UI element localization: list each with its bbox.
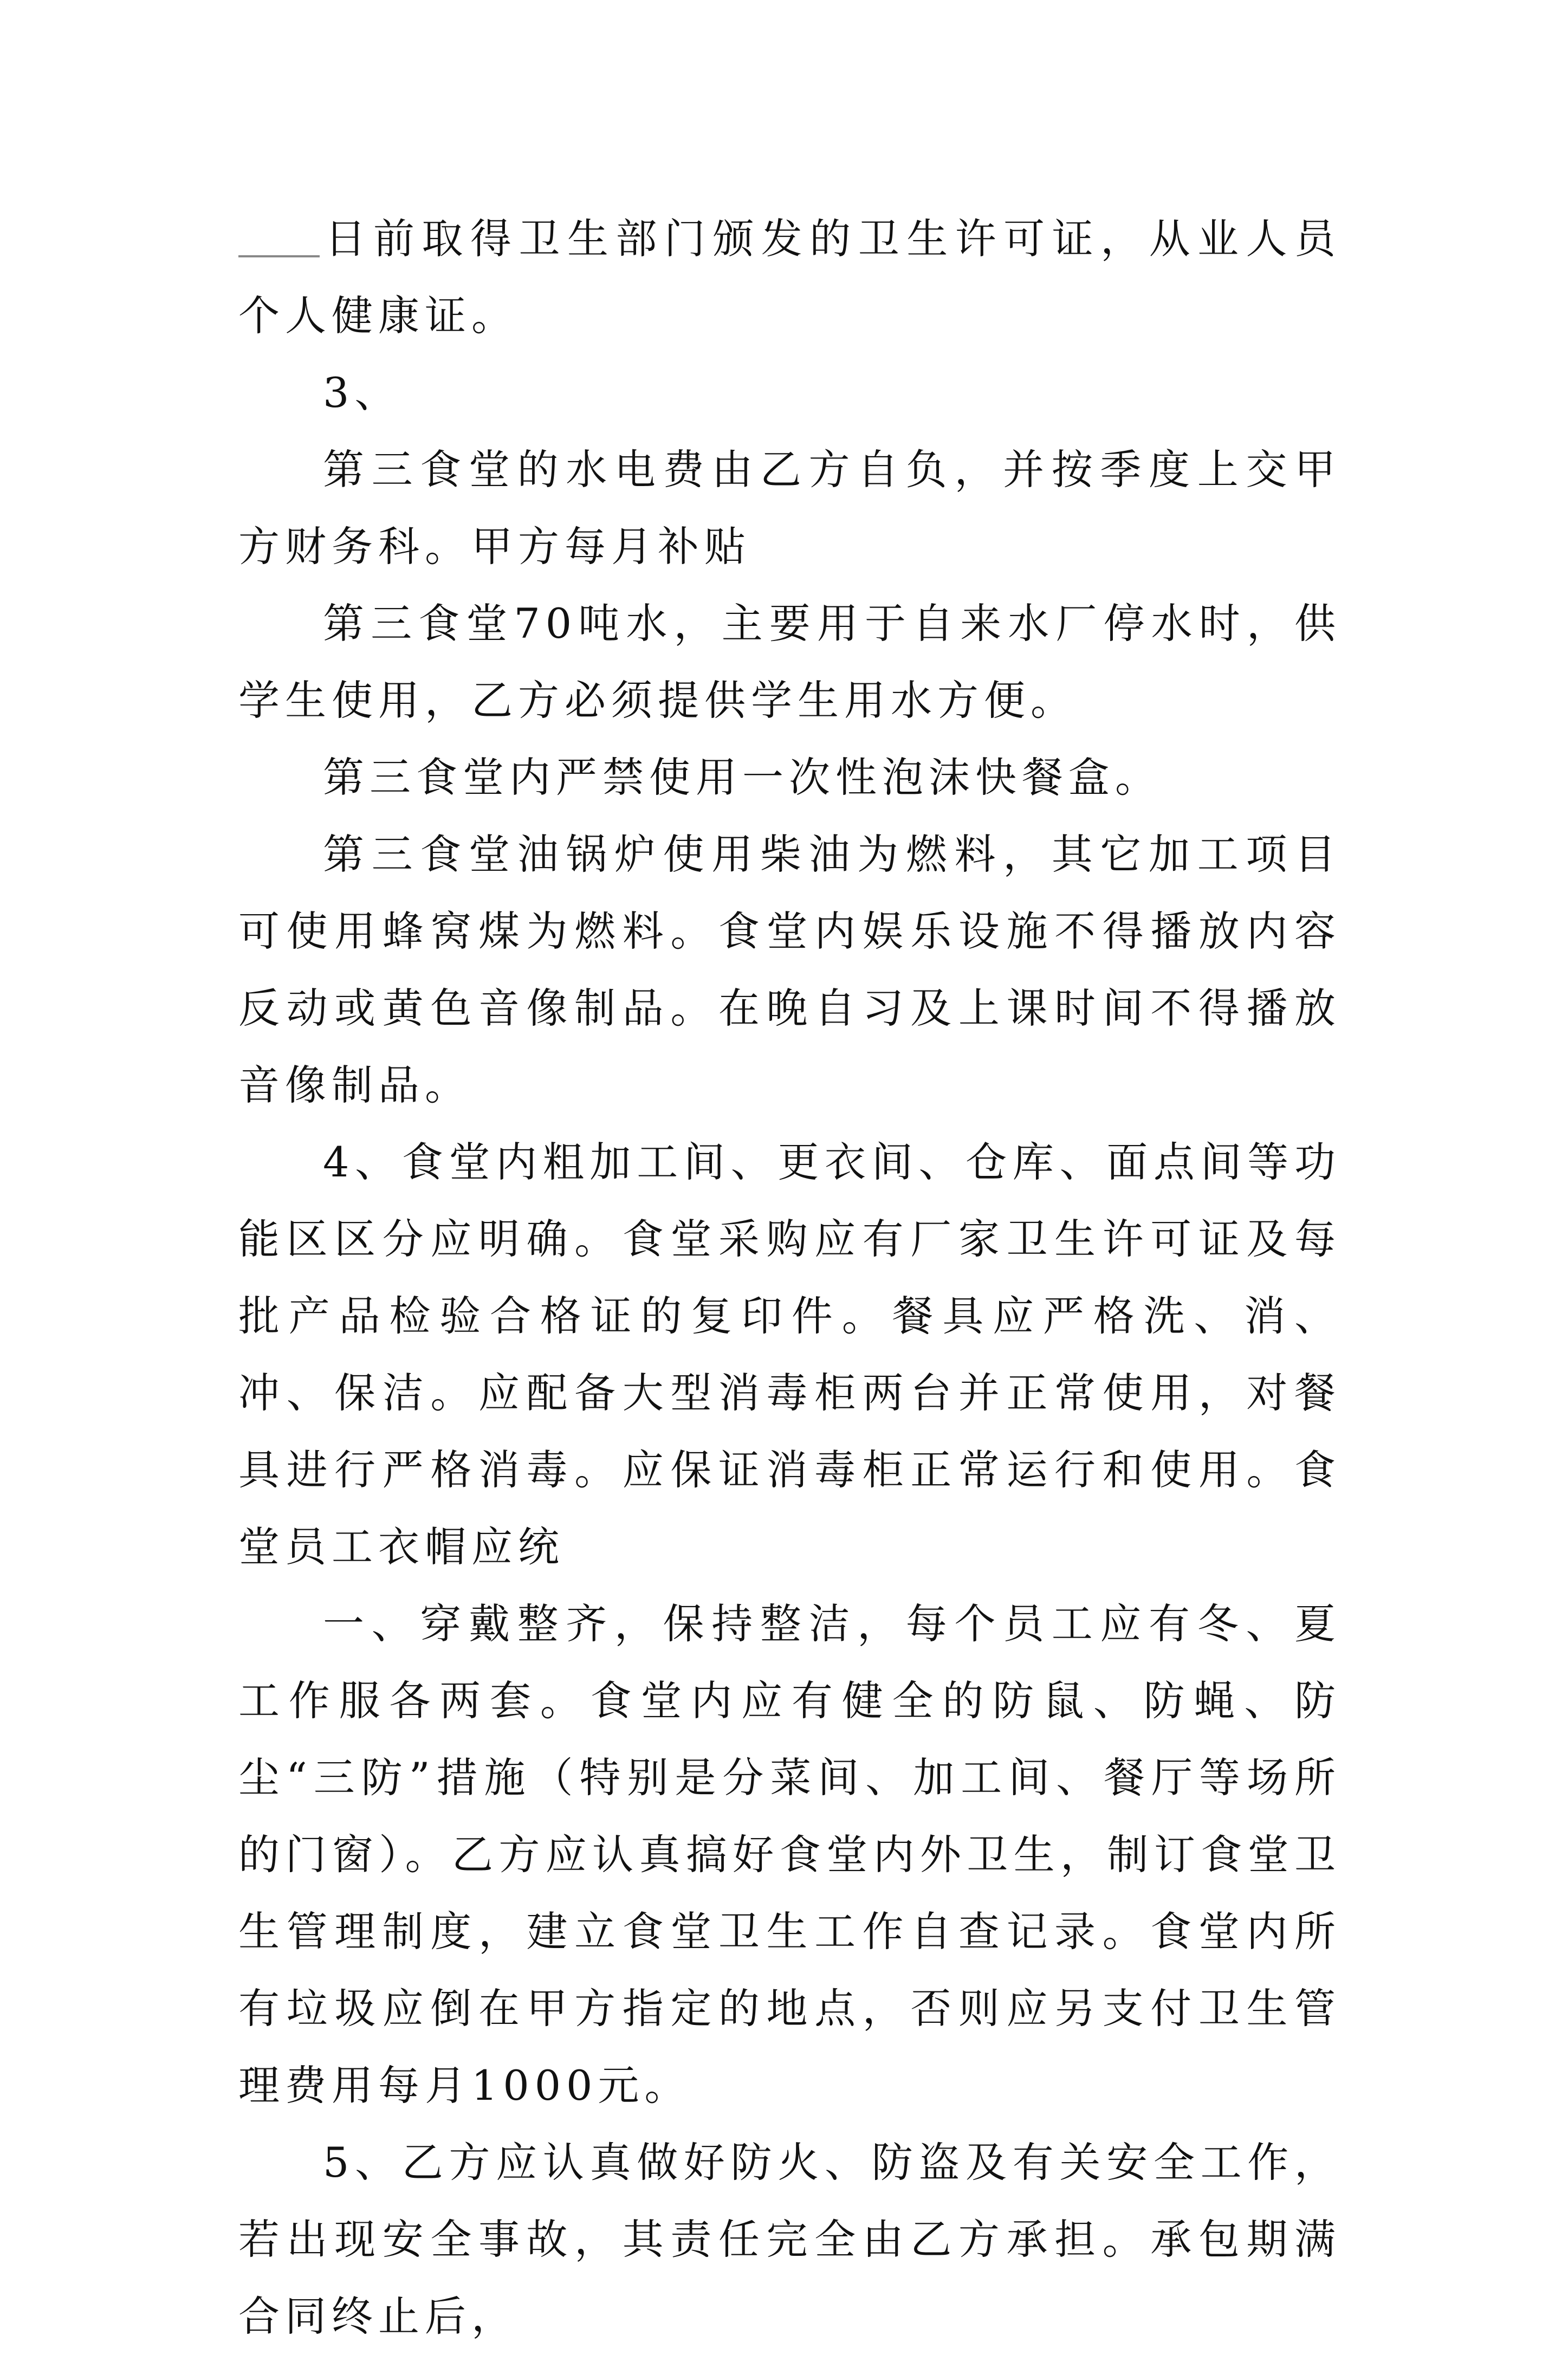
document-body <box>238 200 1341 2355</box>
fill-in-blank <box>238 255 320 257</box>
paragraph-text: 日前取得卫生部门颁发的卫生许可证，从业人员个人健康证。 <box>238 215 1341 340</box>
paragraph-uniform-and-sanitation: 一、穿戴整齐，保持整洁，每个员工应有冬、夏工作服各两套。食堂内应有健全的防鼠、防蝇、防尘“三防”措施（特别是分菜间、加工间、餐厅等场所的门窗）。乙方应认真搞好食堂内外卫生，制订食堂卫生管理制度，建立食堂卫生工作自查记录。食堂内所有垃圾应倒在甲方指定的地点，否则应另支付卫生管理费用每月1000元。 <box>238 1600 1341 2110</box>
paragraph-foam-box-ban: 第三食堂内严禁使用一次性泡沫快餐盒。 <box>323 753 1162 801</box>
paragraph-water-subsidy: 第三食堂70吨水，主要用于自来水厂停水时，供学生使用，乙方必须提供学生用水方便。 <box>238 599 1341 724</box>
paragraph-utility-fees: 第三食堂的水电费由乙方自负，并按季度上交甲方财务科。甲方每月补贴 <box>238 445 1341 571</box>
paragraph-health-permit <box>238 200 1341 354</box>
paragraph-section-5-safety: 5、乙方应认真做好防火、防盗及有关安全工作，若出现安全事故，其责任完全由乙方承担。承包期满合同终止后， <box>238 2138 1341 2340</box>
paragraph-section-4-hygiene: 4、食堂内粗加工间、更衣间、仓库、面点间等功能区区分应明确。食堂采购应有厂家卫生许可证及每批产品检验合格证的复印件。餐具应严格洗、消、冲、保洁。应配备大型消毒柜两台并正常使用，对餐具进行严格消毒。应保证消毒柜正常运行和使用。食堂员工衣帽应统 <box>238 1138 1341 1571</box>
section-number-3: 3、 <box>323 368 401 417</box>
paragraph-fuel-and-entertainment: 第三食堂油锅炉使用柴油为燃料，其它加工项目可使用蜂窝煤为燃料。食堂内娱乐设施不得播放内容反动或黄色音像制品。在晚自习及上课时间不得播放音像制品。 <box>238 830 1341 1109</box>
